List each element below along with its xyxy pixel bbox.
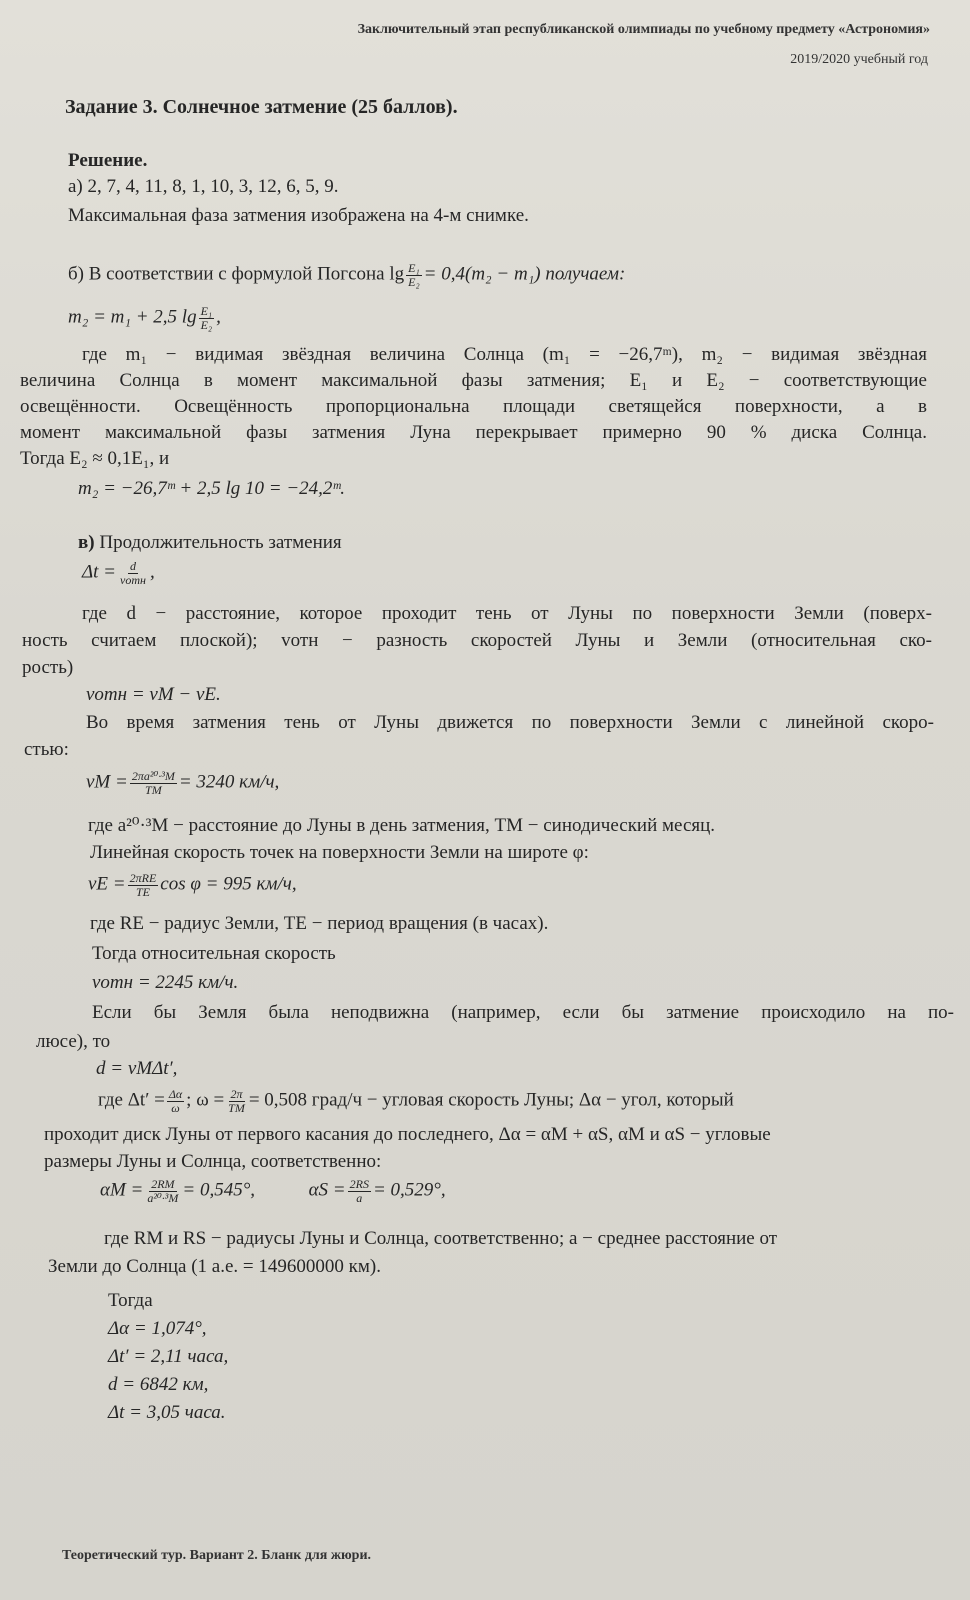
static-earth-line-1: Если бы Земля была неподвижна (например, если бы затмение происходило на по- — [92, 1002, 954, 1023]
result-delta-t-prime: Δt′ = 2,11 часа, — [108, 1346, 229, 1367]
moon-angle-fraction: $\frac{2RM}{\text{a²⁰·³M}}$ — [147, 1177, 179, 1205]
radii-line-2: Земли до Солнца (1 а.е. = 149600000 км). — [48, 1256, 381, 1277]
task-title: Задание 3. Солнечное затмение (25 баллов). — [65, 96, 458, 118]
then-label: Тогда — [108, 1290, 153, 1311]
earth-speed-equation: vE = $\frac{\text{2πRE}}{TE}$ cos φ = 995 км/ч, — [88, 871, 297, 899]
moon-speed-fraction: $\frac{\text{2πa²⁰·³M}}{TM}$ — [131, 769, 175, 797]
part-c-title: Продолжительность затмения — [99, 532, 342, 553]
angular-size-line-1: проходит диск Луны от первого касания до последнего, Δα = αM + αS, αM и αS − угловые — [44, 1124, 771, 1145]
omega-fraction: $\frac{2\pi}{TM}$ — [228, 1087, 245, 1115]
angular-size-line-2: размеры Луны и Солнца, соответственно: — [44, 1151, 382, 1172]
solution-label: Решение. — [68, 150, 148, 171]
part-c-heading — [78, 532, 342, 555]
relative-speed-value: vотн = 2245 км/ч. — [92, 972, 239, 993]
angular-speed-line: где Δt′ = $\frac{\Delta\alpha}{\omega}$ ; ω = $\frac{2\pi}{TM}$ = 0,508 град/ч − угловая скорость Луны; Δα − угол, который — [98, 1087, 734, 1115]
duration-equation: Δt = $\frac{d}{\text{vотн}}$ , — [82, 559, 155, 587]
part-a-max-phase: Максимальная фаза затмения изображена на 4-м снимке. — [68, 205, 529, 226]
part-b-line-4: момент максимальной фазы затмения Луна перекрывает примерно 90 % диска Солнца. — [20, 422, 927, 443]
distance-equation: d = vMΔt′, — [96, 1058, 178, 1079]
earth-speed-intro: Линейная скорость точек на поверхности Земли на широте φ: — [90, 842, 589, 863]
part-b-intro-text: б) В соответствии с формулой Погсона lg — [68, 263, 405, 285]
e-ratio-fraction-2: $\frac{\text{E₁}}{\text{E₂}}$ — [200, 304, 213, 332]
magnitude-equation: m₂ = m₁ + 2,5 lg $\frac{\text{E₁}}{\text{E₂}}$ , — [68, 304, 221, 332]
relative-speed-intro: Тогда относительная скорость — [92, 943, 336, 964]
e-ratio-fraction: $\frac{\text{E₁}}{\text{E₂}}$ — [408, 261, 420, 289]
part-b-line-2: величина Солнца в момент максимальной фазы затмения; E₁ и E₂ − соответствующие — [20, 370, 927, 391]
part-a-sequence: а) 2, 7, 4, 11, 8, 1, 10, 3, 12, 6, 5, 9. — [68, 176, 339, 197]
distance-def-line-3: рость) — [22, 657, 74, 678]
school-year: 2019/2020 учебный год — [790, 52, 928, 67]
static-earth-line-2: люсе), то — [36, 1031, 111, 1052]
earth-radius-note: где RE − радиус Земли, TE − период вращения (в часах). — [90, 913, 549, 934]
result-distance: d = 6842 км, — [108, 1374, 209, 1395]
moon-shadow-line-1: Во время затмения тень от Луны движется по поверхности Земли с линейной скоро- — [86, 712, 934, 733]
part-b-line-3: освещённости. Освещённость пропорциональна площади светящейся поверхности, а в — [20, 396, 927, 417]
relative-speed-equation: vотн = vM − vE. — [86, 684, 221, 705]
radii-line-1: где RM и RS − радиусы Луны и Солнца, соответственно; a − среднее расстояние от — [104, 1228, 778, 1249]
moon-speed-equation: vM = $\frac{\text{2πa²⁰·³M}}{TM}$ = 3240 км/ч, — [86, 769, 280, 797]
d-over-vrel-fraction: $\frac{d}{\text{vотн}}$ — [120, 559, 146, 587]
part-b-intro — [68, 262, 625, 288]
moon-shadow-line-2: стью: — [24, 739, 69, 760]
part-b-line-5: Тогда E₂ ≈ 0,1E₁, и — [20, 448, 170, 469]
moon-distance-note: где a²⁰·³M − расстояние до Луны в день затмения, TM − синодический месяц. — [88, 815, 716, 836]
distance-def-line-1: где d − расстояние, которое проходит тень от Луны по поверхности Земли (поверх- — [82, 603, 932, 624]
part-b-result: m₂ = −26,7ᵐ + 2,5 lg 10 = −24,2ᵐ. — [78, 478, 346, 499]
part-b-line-1: где m₁ − видимая звёздная величина Солнца (m₁ = −26,7ᵐ), m₂ − видимая звёздная — [82, 344, 927, 365]
olympiad-header: Заключительный этап республиканской олимпиады по учебному предмету «Астрономия» — [357, 22, 930, 37]
part-c-label: в) — [78, 532, 95, 553]
angular-size-equations: αM = $\frac{2RM}{\text{a²⁰·³M}}$ = 0,545°, αS = $\frac{2RS}{a}$ = 0,529°, — [100, 1177, 446, 1205]
pogson-formula: = 0,4(m₂ − m₁) получаем: — [423, 263, 626, 285]
sun-angle-fraction: $\frac{2RS}{a}$ — [349, 1177, 369, 1205]
earth-speed-fraction: $\frac{\text{2πRE}}{TE}$ — [129, 871, 157, 899]
delta-alpha-fraction: $\frac{\Delta\alpha}{\omega}$ — [168, 1087, 183, 1115]
result-delta-alpha: Δα = 1,074°, — [108, 1318, 207, 1339]
page-footer: Теоретический тур. Вариант 2. Бланк для жюри. — [62, 1548, 372, 1563]
distance-def-line-2: ность считаем плоской); vотн − разность скоростей Луны и Земли (относительная ско- — [22, 630, 932, 651]
result-delta-t: Δt = 3,05 часа. — [108, 1402, 226, 1423]
